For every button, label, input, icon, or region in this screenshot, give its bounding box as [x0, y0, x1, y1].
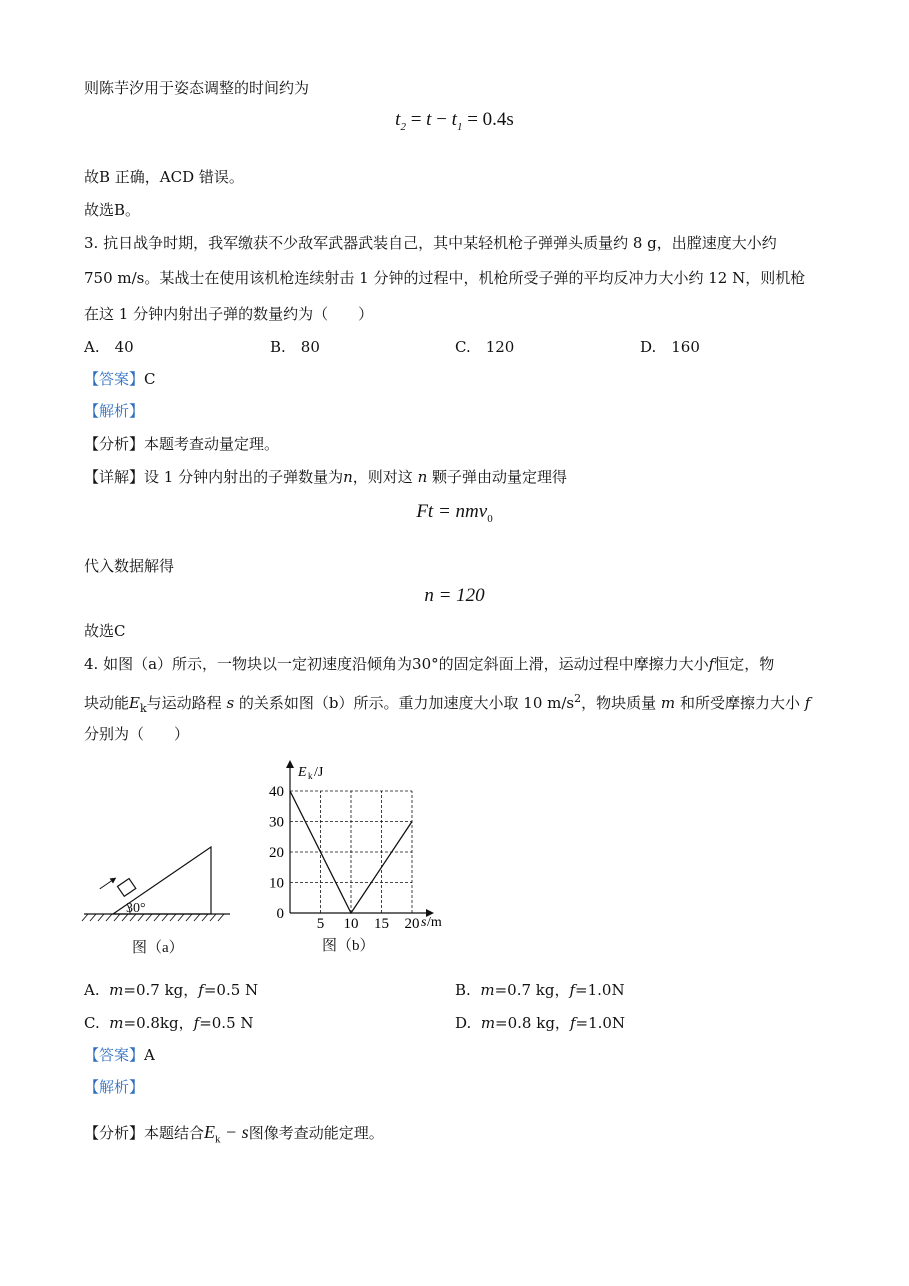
- hatch-mark: [98, 914, 104, 921]
- hatch-mark: [218, 914, 224, 921]
- hatch-mark: [106, 914, 112, 921]
- x-tick-label: 10: [343, 916, 359, 932]
- q4-option-d: D. m=0.8 kg，f=1.0N: [455, 1014, 626, 1032]
- formula-n: n = 120: [424, 585, 485, 606]
- figure-b-caption: 图（b）: [322, 938, 375, 954]
- chart-grid: [290, 791, 412, 913]
- hatch-mark: [170, 914, 176, 921]
- q3-substitute-text: 代入数据解得: [84, 557, 175, 575]
- svg-text:s: s: [421, 915, 427, 930]
- svg-text:E: E: [298, 765, 307, 780]
- x-tick-label: 5: [316, 916, 325, 932]
- hatch-mark: [114, 914, 120, 921]
- q4-option-c: C. m=0.8kg，f=0.5 N: [84, 1014, 254, 1032]
- intro-text: 则陈芋汐用于姿态调整的时间约为: [84, 79, 310, 97]
- figure-a-incline: [80, 830, 240, 965]
- q3-fenxi: 【分析】本题考查动量定理。: [84, 435, 280, 453]
- hatch-mark: [82, 914, 88, 921]
- y-tick-label: 40: [269, 784, 284, 800]
- q4-answer: 【答案】A: [84, 1046, 155, 1064]
- q3-option-a: A. 40: [84, 338, 134, 356]
- q4-option-b: B. m=0.7 kg，f=1.0N: [455, 981, 625, 999]
- figure-a-caption: 图（a）: [132, 940, 184, 956]
- hatch-mark: [146, 914, 152, 921]
- q3-option-b: B. 80: [270, 338, 320, 356]
- q3-answer: 【答案】C: [84, 370, 156, 388]
- y-tick-label: 0: [276, 906, 284, 922]
- q4-stem-line2: 块动能$E_k$与运动路程 s 的关系如图（b）所示。重力加速度大小取 10 $m/s^2$，物块质量 m 和所受摩擦力大小 f: [84, 692, 811, 715]
- x-tick-label: 20: [404, 916, 420, 932]
- hatch-mark: [162, 914, 168, 921]
- q3-xiangjie: 【详解】设 1 分钟内射出的子弹数量为n，则对这 n 颗子弹由动量定理得: [84, 468, 568, 486]
- y-tick-label: 10: [269, 875, 284, 892]
- q3-stem-line2: 750 m/s。某战士在使用该机枪连续射击 1 分钟的过程中，机枪所受子弹的平均反冲力大小约 12 N，则机枪: [84, 269, 806, 287]
- q4-fenxi: 【分析】本题结合$E_k - s$图像考查动能定理。: [84, 1122, 384, 1146]
- hatch-mark: [202, 914, 208, 921]
- formula-t2: $t_2 = t - t_1 = 0.4s$: [395, 109, 514, 133]
- hatch-mark: [210, 914, 216, 921]
- choose-b-text: 故选B。: [84, 201, 141, 219]
- hatch-mark: [154, 914, 160, 921]
- q3-stem-line3: 在这 1 分钟内射出子弹的数量约为（ ）: [84, 305, 374, 323]
- hatch-mark: [186, 914, 192, 921]
- q3-stem-line1: 3. 抗日战争时期，我军缴获不少敌军武器武装自己，其中某轻机枪子弹弹头质量约 8 g，出膛速度大小约: [84, 234, 777, 252]
- q4-stem-line3: 分别为（ ）: [84, 725, 190, 743]
- figure-b-chart: [260, 758, 460, 963]
- q3-choose-text: 故选C: [84, 622, 126, 640]
- q4-stem-line1: 4. 如图（a）所示，一物块以一定初速度沿倾角为30°的固定斜面上滑，运动过程中摩擦力大小f恒定，物: [84, 655, 775, 673]
- y-axis-arrow: [286, 760, 294, 768]
- y-axis-label: [297, 765, 324, 781]
- svg-text:/m: /m: [427, 915, 442, 930]
- svg-text:/J: /J: [314, 765, 324, 780]
- conclusion-text: 故B 正确，ACD 错误。: [84, 168, 244, 186]
- hatch-mark: [90, 914, 96, 921]
- svg-text:k: k: [308, 771, 313, 781]
- hatch-mark: [194, 914, 200, 921]
- formula-momentum: Ft = nmv$_0$: [416, 501, 493, 525]
- x-axis-label: [421, 915, 442, 930]
- q4-option-a: A. m=0.7 kg，f=0.5 N: [84, 981, 259, 999]
- ground-hatching: [82, 914, 224, 921]
- q3-option-c: C. 120: [455, 338, 515, 356]
- q3-analysis-heading: 【解析】: [84, 402, 145, 420]
- angle-label: 30°: [126, 901, 146, 916]
- q3-option-d: D. 160: [640, 338, 700, 356]
- block: [98, 869, 136, 905]
- chart-ticks: [269, 784, 420, 932]
- y-tick-label: 30: [269, 814, 284, 831]
- q4-analysis-heading: 【解析】: [84, 1078, 145, 1096]
- hatch-mark: [178, 914, 184, 921]
- y-tick-label: 20: [269, 845, 284, 861]
- x-tick-label: 15: [374, 916, 389, 932]
